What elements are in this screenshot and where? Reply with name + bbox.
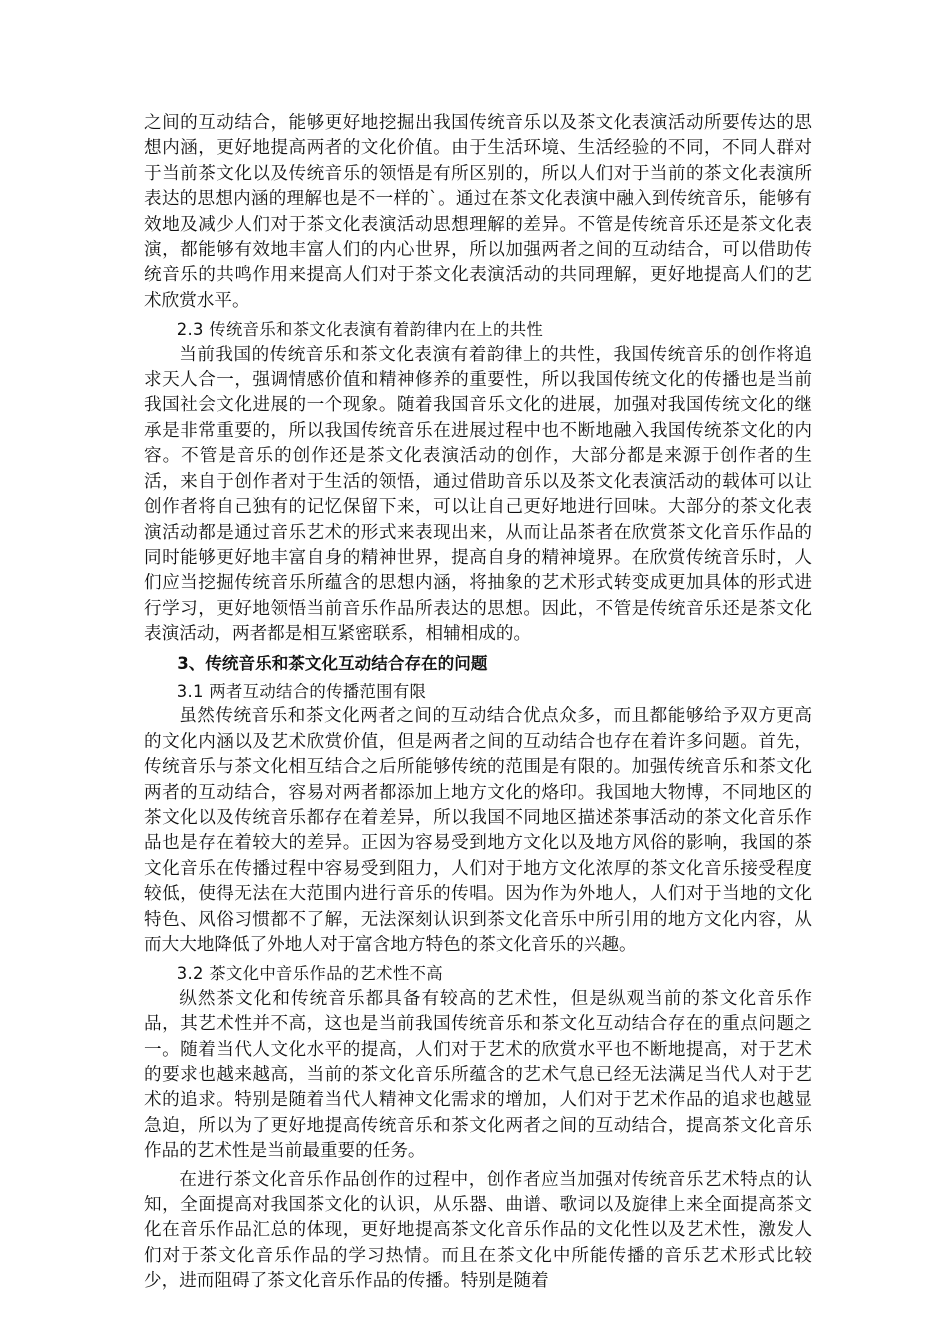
section-heading-3-1: 3.1 两者互动结合的传播范围有限 — [176, 681, 427, 701]
paragraph-2-3: 当前我国的传统音乐和茶文化表演有着韵律上的共性，我国传统音乐的创作将追求天人合一，强调情感价值和精神修养的重要性，所以我国传统文化的传播也是当前我国社会文化进展的一个现象。随着我国音乐文化的进展，加强对我国传统文化的继承是非常重要的，所以我国传统音乐在进展过程中也不断地融入我国传统茶文化的内容。不管是音乐的创作还是茶文化表演活动的创作，大部分都是来源于创作者的生活，来自于创作者对于生活的领悟，通过借助音乐以及茶文化表演活动的载体可以让创作者将自己独有的记忆保留下来，可以让自己更好地进行回味。大部分的茶文化表演活动都是通过音乐艺术的形式来表现出来，从而让品茶者在欣赏茶文化音乐作品的同时能够更好地丰富自身的精神世界，提高自身的精神境界。在欣赏传统音乐时，人们应当挖掘传统音乐所蕴含的思想内涵，将抽象的艺术形式转变成更加具体的形式进行学习，更好地领悟当前音乐作品所表达的思想。因此，不管是传统音乐还是茶文化表演活动，两者都是相互紧密联系，相辅相成的。 — [144, 344, 812, 645]
section-heading-3: 3、传统音乐和茶文化互动结合存在的问题 — [177, 653, 488, 673]
section-heading-3-2: 3.2 茶文化中音乐作品的艺术性不高 — [176, 964, 443, 984]
paragraph-3-2-b: 在进行茶文化音乐作品创作的过程中，创作者应当加强对传统音乐艺术特点的认知，全面提高对我国茶文化的认识，从乐器、曲谱、歌词以及旋律上来全面提高茶文化在音乐作品汇总的体现，更好地提高茶文化音乐作品的文化性以及艺术性，激发人们对于茶文化音乐作品的学习热情。而且在茶文化中所能传播的音乐艺术形式比较少，进而阻碍了茶文化音乐作品的传播。特别是随着 — [144, 1169, 812, 1292]
paragraph-3-2-a: 纵然茶文化和传统音乐都具备有较高的艺术性，但是纵观当前的茶文化音乐作品，其艺术性并不高，这也是当前我国传统音乐和茶文化互动结合存在的重点问题之一。随着当代人文化水平的提高，人们对于艺术的欣赏水平也不断地提高，对于艺术的要求也越来越高，当前的茶文化音乐所蕴含的艺术气息已经无法满足当代人对于艺术的追求。特别是随着当代人精神文化需求的增加，人们对于艺术作品的追求也越显急迫，所以为了更好地提高传统音乐和茶文化两者之间的互动结合，提高茶文化音乐作品的艺术性是当前最重要的任务。 — [144, 988, 812, 1162]
section-heading-2-3: 2.3 传统音乐和茶文化表演有着韵律内在上的共性 — [176, 320, 544, 340]
paragraph-3-1: 虽然传统音乐和茶文化两者之间的互动结合优点众多，而且都能够给予双方更高的文化内涵以及艺术欣赏价值，但是两者之间的互动结合也存在着许多问题。首先，传统音乐与茶文化相互结合之后所能够传统的范围是有限的。加强传统音乐和茶文化两者的互动结合，容易对两者都添加上地方文化的烙印。我国地大物博，不同地区的茶文化以及传统音乐都存在着差异，所以我国不同地区描述茶事活动的茶文化音乐作品也是存在着较大的差异。正因为容易受到地方文化以及地方风俗的影响，我国的茶文化音乐在传播过程中容易受到阻力，人们对于地方文化浓厚的茶文化音乐接受程度较低，使得无法在大范围内进行音乐的传唱。因为作为外地人，人们对于当地的文化特色、风俗习惯都不了解，无法深刻认识到茶文化音乐中所引用的地方文化内容，从而大大地降低了外地人对于富含地方特色的茶文化音乐的兴趣。 — [144, 706, 812, 955]
document-page — [144, 111, 812, 1295]
paragraph-intro: 之间的互动结合，能够更好地挖掘出我国传统音乐以及茶文化表演活动所要传达的思想内涵，更好地提高两者的文化价值。由于生活环境、生活经验的不同，不同人群对于当前茶文化以及传统音乐的领悟是有所区别的，所以人们对于当前的茶文化表演所表达的思想内涵的理解也是不一样的`。通过在茶文化表演中融入到传统音乐，能够有效地及减少人们对于茶文化表演活动思想理解的差异。不管是传统音乐还是茶文化表演，都能够有效地丰富人们的内心世界，所以加强两者之间的互动结合，可以借助传统音乐的共鸣作用来提高人们对于茶文化表演活动的共同理解，更好地提高人们的艺术欣赏水平。 — [144, 113, 812, 311]
